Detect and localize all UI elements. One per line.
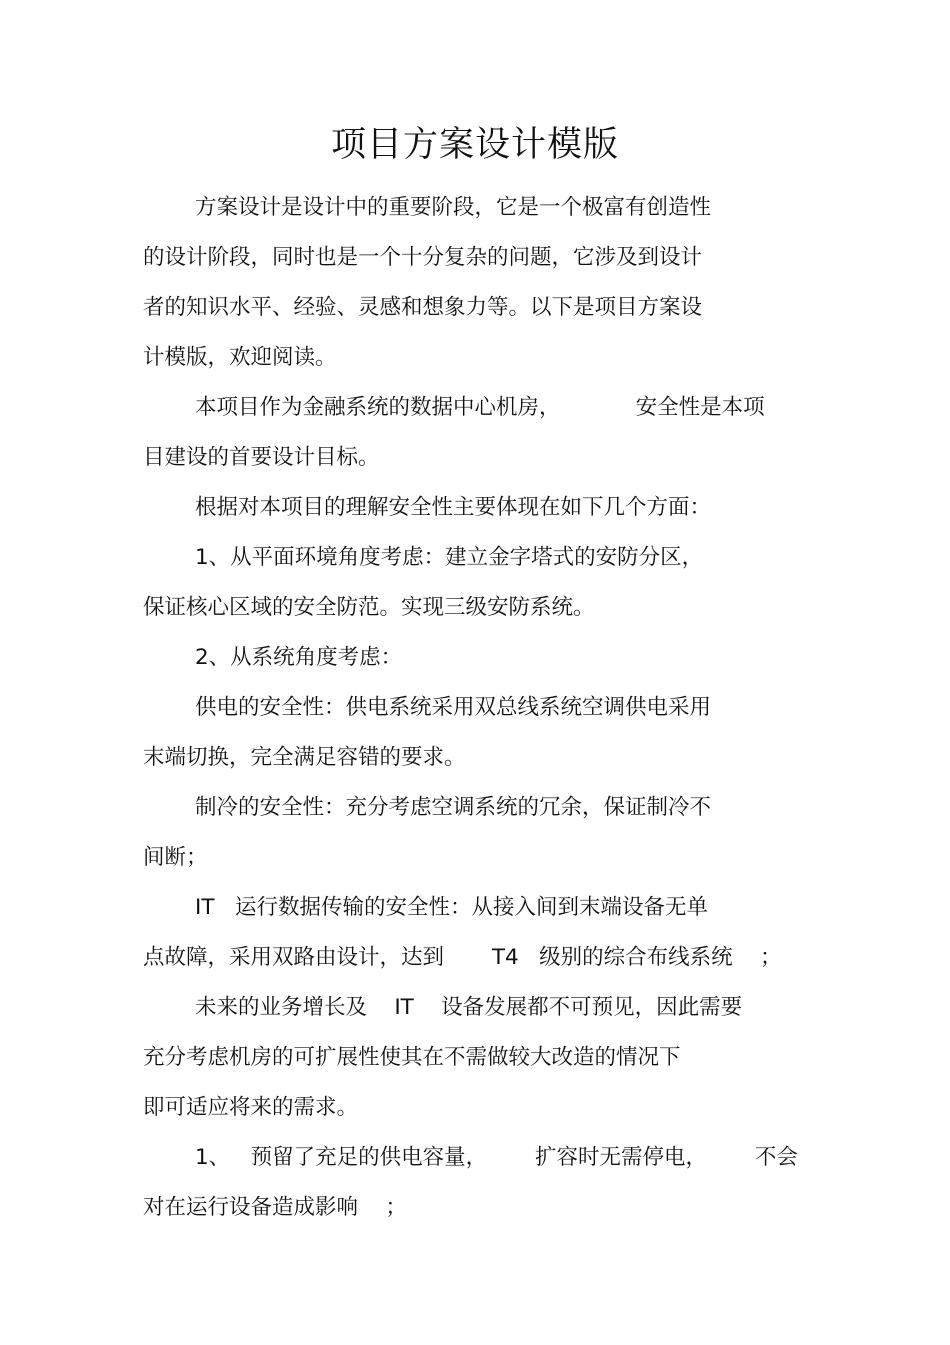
paragraph-line: 计模版，欢迎阅读。	[143, 345, 337, 370]
paragraph-line: 末端切换，完全满足容错的要求。	[143, 745, 466, 770]
paragraph-line: 根据对本项目的理解安全性主要体现在如下几个方面：	[195, 495, 712, 520]
paragraph-line: 保证核心区域的安全防范。实现三级安防系统。	[143, 595, 595, 620]
paragraph-line: 供电的安全性：供电系统采用双总线系统空调供电采用	[195, 695, 712, 720]
paragraph-line: 的设计阶段，同时也是一个十分复杂的问题，它涉及到设计	[143, 245, 703, 270]
paragraph-line: 1、从平面环境角度考虑：建立金字塔式的安防分区，	[195, 545, 704, 570]
paragraph-line: 间断；	[143, 845, 208, 870]
paragraph-line: IT 运行数据传输的安全性：从接入间到末端设备无单	[195, 895, 708, 920]
paragraph-line: 对在运行设备造成影响 ；	[143, 1195, 407, 1220]
paragraph-line: 即可适应将来的需求。	[143, 1095, 359, 1120]
paragraph-line: 制冷的安全性：充分考虑空调系统的冗余，保证制冷不	[195, 795, 712, 820]
paragraph-line: 2、从系统角度考虑：	[195, 645, 403, 670]
paragraph-line: 未来的业务增长及 IT 设备发展都不可预见，因此需要	[195, 995, 743, 1020]
paragraph-line: 本项目作为金融系统的数据中心机房， 安全性是本项	[195, 395, 765, 420]
paragraph-line: 者的知识水平、经验、灵感和想象力等。以下是项目方案设	[143, 295, 703, 320]
paragraph-line: 目建设的首要设计目标。	[143, 445, 380, 470]
paragraph-line: 充分考虑机房的可扩展性使其在不需做较大改造的情况下	[143, 1045, 681, 1070]
document-title: 项目方案设计模版	[330, 125, 619, 165]
paragraph-line: 1、 预留了充足的供电容量， 扩容时无需停电， 不会	[195, 1145, 798, 1170]
paragraph-line: 方案设计是设计中的重要阶段，它是一个极富有创造性	[195, 195, 712, 220]
paragraph-line: 点故障，采用双路由设计，达到 T4 级别的综合布线系统 ；	[143, 945, 782, 970]
